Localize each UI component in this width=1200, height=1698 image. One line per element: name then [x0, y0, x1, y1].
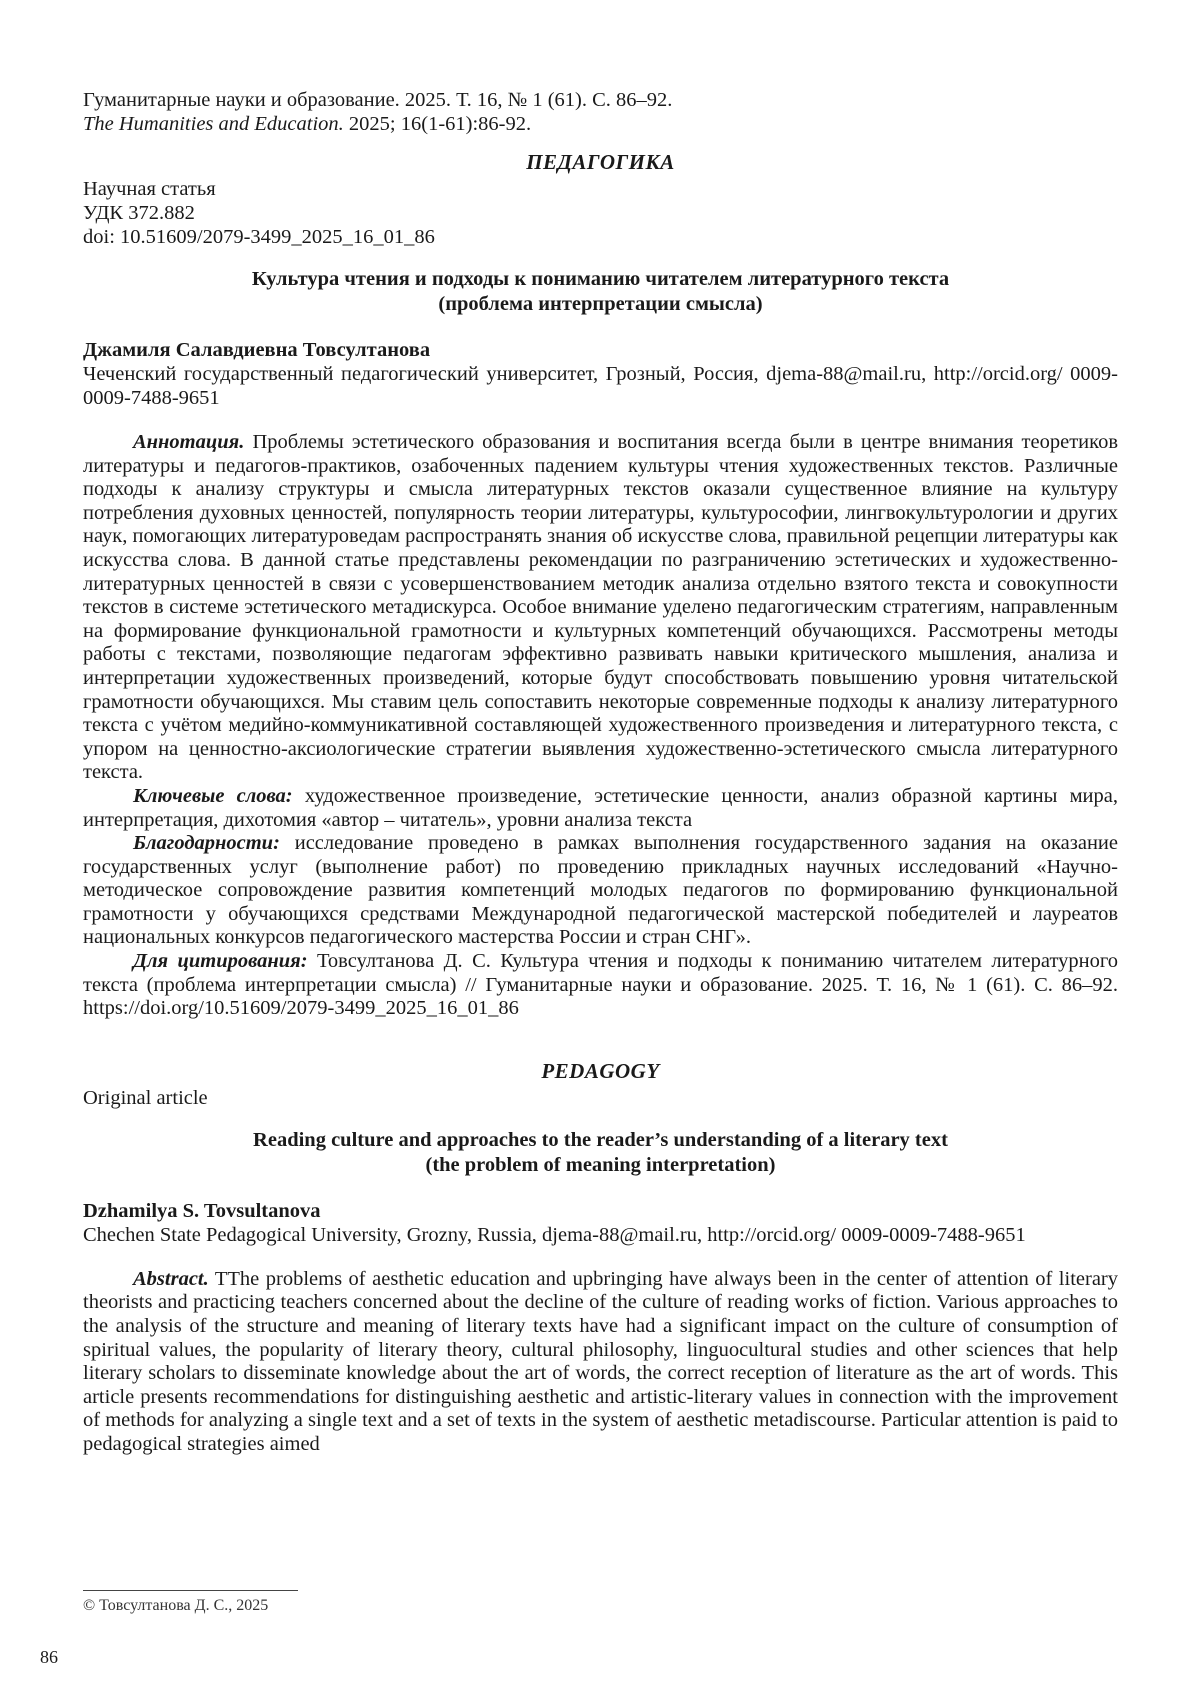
article-title-en-line1: Reading culture and approaches to the reader’s understanding of a literary text: [253, 1128, 948, 1151]
author-name-en: Dzhamilya S. Tovsultanova: [83, 1199, 321, 1222]
acknowledgements-ru: [83, 832, 1118, 950]
abstract-text-en: TThe problems of aesthetic education and upbringing have always been in the center of attention of literary theorists and practicing teachers concerned about the decline of the culture of reading works of fiction. Various approaches to the analysis of the structure and meaning of literary texts have had a significant impact on the culture of consumption of spiritual values, the popularity of literary theory, cultural philosophy, linguocultural studies and other sciences that help literary scholars to disseminate knowledge about the art of words, the correct reception of literature as the art of words. This article presents recommendations for distinguishing aesthetic and artistic-literary values in connection with the improvement of methods for analyzing a single text and a set of texts in the system of aesthetic metadiscourse. Particular attention is paid to pedagogical strategies aimed: [83, 1267, 1118, 1455]
doi-ru: doi: 10.51609/2079-3499_2025_16_01_86: [83, 226, 435, 248]
abstract-label-ru: Аннотация.: [133, 431, 245, 453]
citation-text-ru: Товсултанова Д. С. Культура чтения и подходы к пониманию читателем литературного текста (проблема интерпретации смысла) // Гуманитарные науки и образование. 2025. Т. 16, № 1 (61). С. 86–92. https://doi.org/10.51609/2079-3499_2025_16_01_86: [83, 950, 1119, 1020]
acknowledgements-label-ru: Благодарности:: [133, 832, 280, 855]
footnote-divider: [83, 1590, 298, 1591]
journal-citation-ru: Гуманитарные науки и образование. 2025. Т. 16, № 1 (61). С. 86–92.: [83, 89, 673, 111]
article-title-ru-line2: (проблема интерпретации смысла): [438, 293, 763, 315]
author-affiliation-en: Chechen State Pedagogical University, Grozny, Russia, djema-88@mail.ru, http://orcid.org/ 0009-0009-7488-9651: [83, 1223, 1026, 1246]
article-title-en-line2: (the problem of meaning interpretation): [425, 1153, 776, 1176]
journal-name-en: The Humanities and Education.: [83, 113, 344, 135]
journal-issue-en: 2025; 16(1-61):86-92.: [343, 113, 532, 135]
author-affiliation-ru: Чеченский государственный педагогический университет, Грозный, Россия, djema-88@mail.ru, http://orcid.org/ 0009-0009-7488-9651: [83, 363, 1118, 409]
citation-ru: [83, 950, 1118, 1021]
keywords-text-ru: художественное произведение, эстетические ценности, анализ образной картины мира, интерпретация, дихотомия «автор – читатель», уровни анализа текста: [83, 784, 1118, 831]
page-number: 86: [40, 1647, 58, 1667]
keywords-label-ru: Ключевые слова:: [133, 784, 293, 807]
author-name-ru: Джамиля Салавдиевна Товсултанова: [83, 339, 431, 361]
acknowledgements-text-ru: исследование проведено в рамках выполнения государственного задания на оказание государственных услуг (выполнение работ) по проведению прикладных научных исследований «Научно-методическое сопровождение развития компетенций молодых педагогов по формированию функциональной грамотности у обучающихся средствами Международной педагогической мастерской победителей и лауреатов национальных конкурсов педагогического мастерства России и стран СНГ».: [83, 832, 1118, 949]
citation-label-ru: Для цитирования:: [133, 950, 308, 973]
abstract-ru: [83, 431, 1118, 785]
article-type-en: Original article: [83, 1086, 208, 1109]
abstract-label-en: Abstract.: [133, 1267, 209, 1290]
article-type-ru: Научная статья: [83, 178, 216, 200]
section-heading-ru: ПЕДАГОГИКА: [526, 150, 675, 174]
abstract-en: [83, 1268, 1118, 1457]
article-page: [83, 88, 1118, 1457]
copyright-footnote: © Товсултанова Д. С., 2025: [83, 1597, 269, 1614]
journal-citation-en: [83, 112, 1118, 136]
keywords-ru: [83, 785, 1118, 832]
article-title-ru-line1: Культура чтения и подходы к пониманию читателем литературного текста: [251, 268, 950, 290]
abstract-text-ru: Проблемы эстетического образования и воспитания всегда были в центре внимания теоретиков литературы и педагогов-практиков, озабоченных падением культуры чтения художественных текстов. Различные подходы к анализу структуры и смысла литературных текстов оказали существенное влияние на культуру потребления духовных ценностей, популярность теории литературы, культурософии, лингвокультурологии и других наук, помогающих литературоведам распространять знания об искусстве слова, правильной рецепции литературы как искусства слова. В данной статье представлены рекомендации по разграничению эстетических и художественно-литературных ценностей в связи с усовершенствованием методик анализа отдельно взятого текста и совокупности текстов в системе эстетического метадискурса. Особое внимание уделено педагогическим стратегиям, направленным на формирование функциональной грамотности и культурных компетенций обучающихся. Рассмотрены методы работы с текстами, позволяющие педагогам эффективно развивать навыки критического мышления, анализа и интерпретации художественных произведений, которые будут способствовать повышению уровня читательской грамотности обучающихся. Мы ставим цель сопоставить некоторые современные подходы к анализу литературного текста с учётом медийно-коммуникативной составляющей художественного произведения и литературного текста, с упором на ценностно-аксиологические стратегии выявления художественно-эстетического смысла литературного текста.: [83, 431, 1118, 784]
udc-code: УДК 372.882: [83, 202, 195, 224]
section-heading-en: PEDAGOGY: [541, 1058, 660, 1083]
